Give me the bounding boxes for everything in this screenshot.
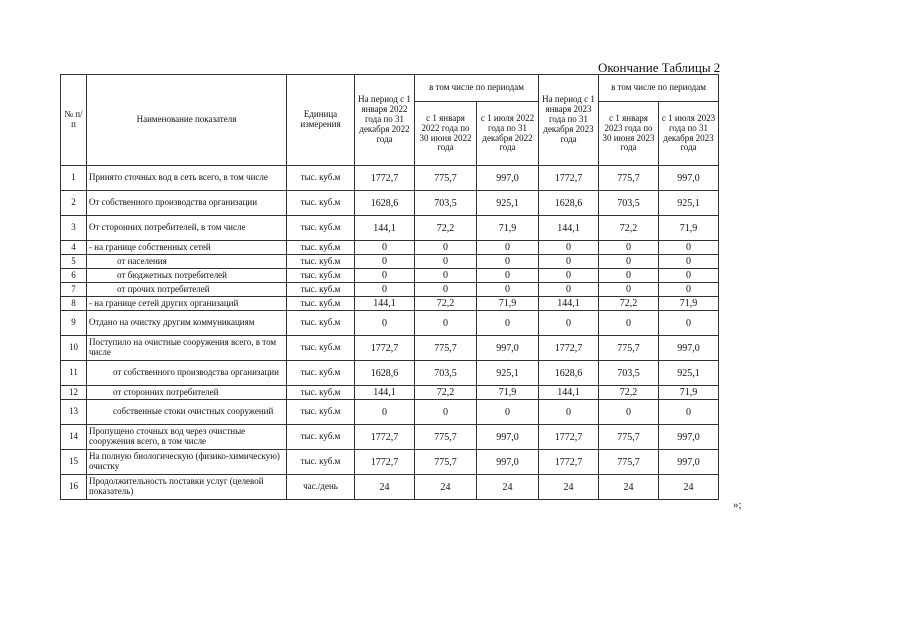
table-row: [61, 361, 719, 386]
value-cell: 144,1: [539, 386, 599, 400]
value-cell: 703,5: [599, 361, 659, 386]
value-cell: 1772,7: [539, 336, 599, 361]
value-cell: 72,2: [415, 297, 477, 311]
row-number: 1: [61, 166, 87, 191]
value-cell: 775,7: [415, 450, 477, 475]
row-number: 14: [61, 425, 87, 450]
table-row: [61, 297, 719, 311]
indicator-name: Принято сточных вод в сеть всего, в том числе: [87, 166, 287, 191]
wastewater-table: [60, 74, 719, 500]
value-cell: 0: [477, 241, 539, 255]
value-cell: 72,2: [599, 386, 659, 400]
table-row: [61, 450, 719, 475]
indicator-name: от прочих потребителей: [87, 283, 287, 297]
row-number: 10: [61, 336, 87, 361]
value-cell: 1628,6: [355, 361, 415, 386]
value-cell: 703,5: [599, 191, 659, 216]
value-cell: 0: [599, 283, 659, 297]
value-cell: 1772,7: [355, 450, 415, 475]
value-cell: 144,1: [539, 216, 599, 241]
table-row: [61, 216, 719, 241]
row-number: 2: [61, 191, 87, 216]
value-cell: 925,1: [659, 361, 719, 386]
row-number: 7: [61, 283, 87, 297]
value-cell: 71,9: [477, 386, 539, 400]
value-cell: 0: [659, 283, 719, 297]
value-cell: 703,5: [415, 191, 477, 216]
value-cell: 0: [415, 241, 477, 255]
indicator-name: От сторонних потребителей, в том числе: [87, 216, 287, 241]
value-cell: 0: [539, 283, 599, 297]
row-number: 3: [61, 216, 87, 241]
row-number: 5: [61, 255, 87, 269]
value-cell: 0: [659, 255, 719, 269]
value-cell: 0: [415, 311, 477, 336]
header-h1-2022: с 1 января 2022 года по 30 июня 2022 года: [415, 102, 477, 166]
unit-cell: тыс. куб.м: [287, 400, 355, 425]
indicator-name: от собственного производства организации: [87, 361, 287, 386]
row-number: 16: [61, 475, 87, 500]
unit-cell: тыс. куб.м: [287, 269, 355, 283]
row-number: 11: [61, 361, 87, 386]
value-cell: 0: [659, 311, 719, 336]
value-cell: 1772,7: [355, 166, 415, 191]
unit-cell: тыс. куб.м: [287, 361, 355, 386]
table-row: [61, 269, 719, 283]
unit-cell: тыс. куб.м: [287, 450, 355, 475]
value-cell: 0: [599, 269, 659, 283]
header-including-2022: в том числе по периодам: [415, 75, 539, 102]
value-cell: 0: [659, 269, 719, 283]
row-number: 15: [61, 450, 87, 475]
value-cell: 775,7: [599, 425, 659, 450]
value-cell: 0: [355, 283, 415, 297]
value-cell: 0: [477, 255, 539, 269]
value-cell: 997,0: [659, 336, 719, 361]
value-cell: 0: [539, 311, 599, 336]
table-row: [61, 475, 719, 500]
indicator-name: собственные стоки очистных сооружений: [87, 400, 287, 425]
value-cell: 0: [599, 255, 659, 269]
value-cell: 0: [355, 311, 415, 336]
value-cell: 997,0: [477, 166, 539, 191]
value-cell: 0: [477, 400, 539, 425]
indicator-name: от бюджетных потребителей: [87, 269, 287, 283]
unit-cell: тыс. куб.м: [287, 386, 355, 400]
indicator-name: Отдано на очистку другим коммуникациям: [87, 311, 287, 336]
unit-cell: тыс. куб.м: [287, 336, 355, 361]
table-row: [61, 425, 719, 450]
row-number: 8: [61, 297, 87, 311]
indicator-name: от сторонних потребителей: [87, 386, 287, 400]
unit-cell: тыс. куб.м: [287, 216, 355, 241]
value-cell: 71,9: [659, 297, 719, 311]
value-cell: 72,2: [599, 216, 659, 241]
row-number: 12: [61, 386, 87, 400]
value-cell: 775,7: [415, 425, 477, 450]
value-cell: 144,1: [355, 297, 415, 311]
value-cell: 1772,7: [355, 336, 415, 361]
value-cell: 0: [355, 400, 415, 425]
value-cell: 0: [599, 400, 659, 425]
indicator-name: От собственного производства организации: [87, 191, 287, 216]
indicator-name: Продолжительность поставки услуг (целевой показатель): [87, 475, 287, 500]
value-cell: 775,7: [415, 336, 477, 361]
header-unit: Единица измерения: [287, 75, 355, 166]
value-cell: 0: [355, 269, 415, 283]
value-cell: 0: [539, 255, 599, 269]
value-cell: 0: [415, 283, 477, 297]
unit-cell: час./день: [287, 475, 355, 500]
value-cell: 71,9: [477, 297, 539, 311]
table-row: [61, 386, 719, 400]
row-number: 4: [61, 241, 87, 255]
unit-cell: тыс. куб.м: [287, 311, 355, 336]
indicator-name: от населения: [87, 255, 287, 269]
row-number: 6: [61, 269, 87, 283]
value-cell: 0: [599, 241, 659, 255]
value-cell: 1628,6: [539, 191, 599, 216]
value-cell: 72,2: [415, 386, 477, 400]
value-cell: 144,1: [539, 297, 599, 311]
value-cell: 775,7: [599, 166, 659, 191]
value-cell: 703,5: [415, 361, 477, 386]
value-cell: 24: [659, 475, 719, 500]
value-cell: 775,7: [599, 336, 659, 361]
value-cell: 24: [599, 475, 659, 500]
value-cell: 0: [415, 255, 477, 269]
value-cell: 71,9: [477, 216, 539, 241]
unit-cell: тыс. куб.м: [287, 425, 355, 450]
value-cell: 71,9: [659, 386, 719, 400]
value-cell: 925,1: [477, 361, 539, 386]
header-name: Наименование показателя: [87, 75, 287, 166]
value-cell: 0: [477, 311, 539, 336]
value-cell: 775,7: [599, 450, 659, 475]
value-cell: 72,2: [599, 297, 659, 311]
value-cell: 925,1: [659, 191, 719, 216]
value-cell: 997,0: [659, 450, 719, 475]
value-cell: 0: [355, 255, 415, 269]
value-cell: 0: [415, 400, 477, 425]
value-cell: 997,0: [659, 166, 719, 191]
row-number: 9: [61, 311, 87, 336]
value-cell: 775,7: [415, 166, 477, 191]
value-cell: 24: [539, 475, 599, 500]
value-cell: 72,2: [415, 216, 477, 241]
value-cell: 0: [415, 269, 477, 283]
value-cell: 0: [539, 269, 599, 283]
value-cell: 1628,6: [539, 361, 599, 386]
unit-cell: тыс. куб.м: [287, 191, 355, 216]
header-period-2022: На период с 1 января 2022 года по 31 декабря 2022 года: [355, 75, 415, 166]
value-cell: 0: [355, 241, 415, 255]
value-cell: 1772,7: [539, 425, 599, 450]
value-cell: 1772,7: [355, 425, 415, 450]
unit-cell: тыс. куб.м: [287, 297, 355, 311]
value-cell: 1628,6: [355, 191, 415, 216]
value-cell: 0: [599, 311, 659, 336]
value-cell: 0: [539, 400, 599, 425]
row-number: 13: [61, 400, 87, 425]
indicator-name: Поступило на очистные сооружения всего, в том числе: [87, 336, 287, 361]
indicator-name: - на границе сетей других организаций: [87, 297, 287, 311]
table-caption: Окончание Таблицы 2: [598, 60, 721, 75]
value-cell: 0: [477, 269, 539, 283]
table-row: [61, 255, 719, 269]
header-h2-2023: с 1 июля 2023 года по 31 декабря 2023 года: [659, 102, 719, 166]
table-row: [61, 283, 719, 297]
value-cell: 0: [659, 400, 719, 425]
unit-cell: тыс. куб.м: [287, 255, 355, 269]
value-cell: 71,9: [659, 216, 719, 241]
table-body: [61, 166, 719, 500]
header-period-2023: На период с 1 января 2023 года по 31 декабря 2023 года: [539, 75, 599, 166]
indicator-name: На полную биологическую (физико-химическую) очистку: [87, 450, 287, 475]
value-cell: 997,0: [659, 425, 719, 450]
table-row: [61, 400, 719, 425]
value-cell: 144,1: [355, 386, 415, 400]
value-cell: 997,0: [477, 450, 539, 475]
table-row: [61, 241, 719, 255]
unit-cell: тыс. куб.м: [287, 241, 355, 255]
unit-cell: тыс. куб.м: [287, 166, 355, 191]
value-cell: 997,0: [477, 425, 539, 450]
value-cell: 1772,7: [539, 166, 599, 191]
value-cell: 1772,7: [539, 450, 599, 475]
value-cell: 24: [477, 475, 539, 500]
value-cell: 0: [659, 241, 719, 255]
value-cell: 925,1: [477, 191, 539, 216]
header-including-2023: в том числе по периодам: [599, 75, 719, 102]
indicator-name: Пропущено сточных вод через очистные сооружения всего, в том числе: [87, 425, 287, 450]
indicator-name: - на границе собственных сетей: [87, 241, 287, 255]
value-cell: 24: [415, 475, 477, 500]
value-cell: 24: [355, 475, 415, 500]
value-cell: 0: [477, 283, 539, 297]
table-row: [61, 336, 719, 361]
table-row: [61, 166, 719, 191]
table-row: [61, 191, 719, 216]
value-cell: 997,0: [477, 336, 539, 361]
header-num: № п/п: [61, 75, 87, 166]
value-cell: 0: [539, 241, 599, 255]
header-h1-2023: с 1 января 2023 года по 30 июня 2023 года: [599, 102, 659, 166]
unit-cell: тыс. куб.м: [287, 283, 355, 297]
value-cell: 144,1: [355, 216, 415, 241]
closing-quote: »;: [733, 499, 742, 511]
table-row: [61, 311, 719, 336]
header-h2-2022: с 1 июля 2022 года по 31 декабря 2022 года: [477, 102, 539, 166]
